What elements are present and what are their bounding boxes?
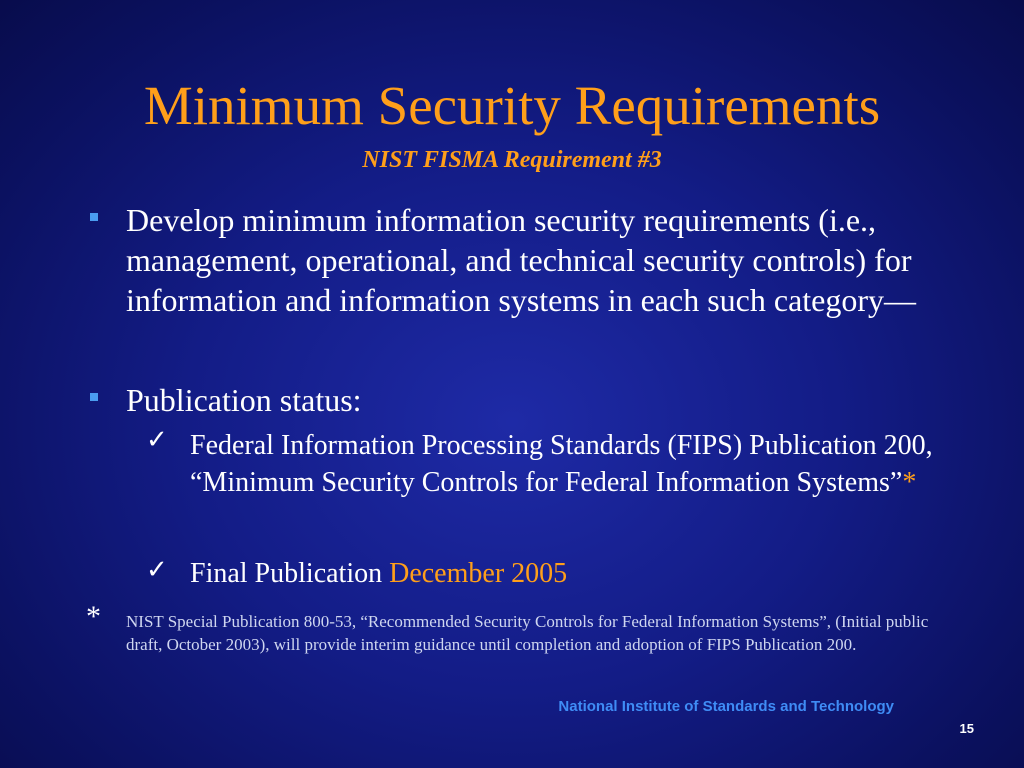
sub-item-fips-200-text: Federal Information Processing Standards (FIPS) Publication 200, “Minimum Security Controls for Federal Information Systems”	[190, 430, 933, 498]
sub-item-final-publication	[190, 555, 970, 592]
footnote-star-marker: *	[902, 467, 917, 498]
footer-organization: National Institute of Standards and Technology	[558, 698, 894, 715]
sub-item-fips-200	[190, 427, 970, 501]
bullet-publication-status: Publication status:	[126, 382, 362, 418]
sub-item-final-publication-text: Final Publication	[190, 558, 390, 589]
checkmark-icon: ✓	[146, 555, 168, 585]
slide-subtitle: NIST FISMA Requirement #3	[362, 147, 662, 173]
footnote-asterisk: *	[86, 600, 101, 633]
footnote-text: NIST Special Publication 800-53, “Recommended Security Controls for Federal Information Systems”, (Initial public draft, October 2003), will provide interim guidance until completion and adoption of FIPS Publication 200.	[126, 612, 929, 654]
final-publication-date: December 2005	[389, 558, 568, 589]
slide-title: Minimum Security Requirements	[143, 75, 881, 136]
square-bullet-icon	[90, 393, 98, 401]
checkmark-icon: ✓	[146, 425, 168, 455]
page-number: 15	[959, 721, 974, 736]
square-bullet-icon	[90, 213, 98, 221]
bullet-develop-requirements: Develop minimum information security requirements (i.e., management, operational, and technical security controls) for information and information systems in each such category—	[126, 202, 917, 318]
